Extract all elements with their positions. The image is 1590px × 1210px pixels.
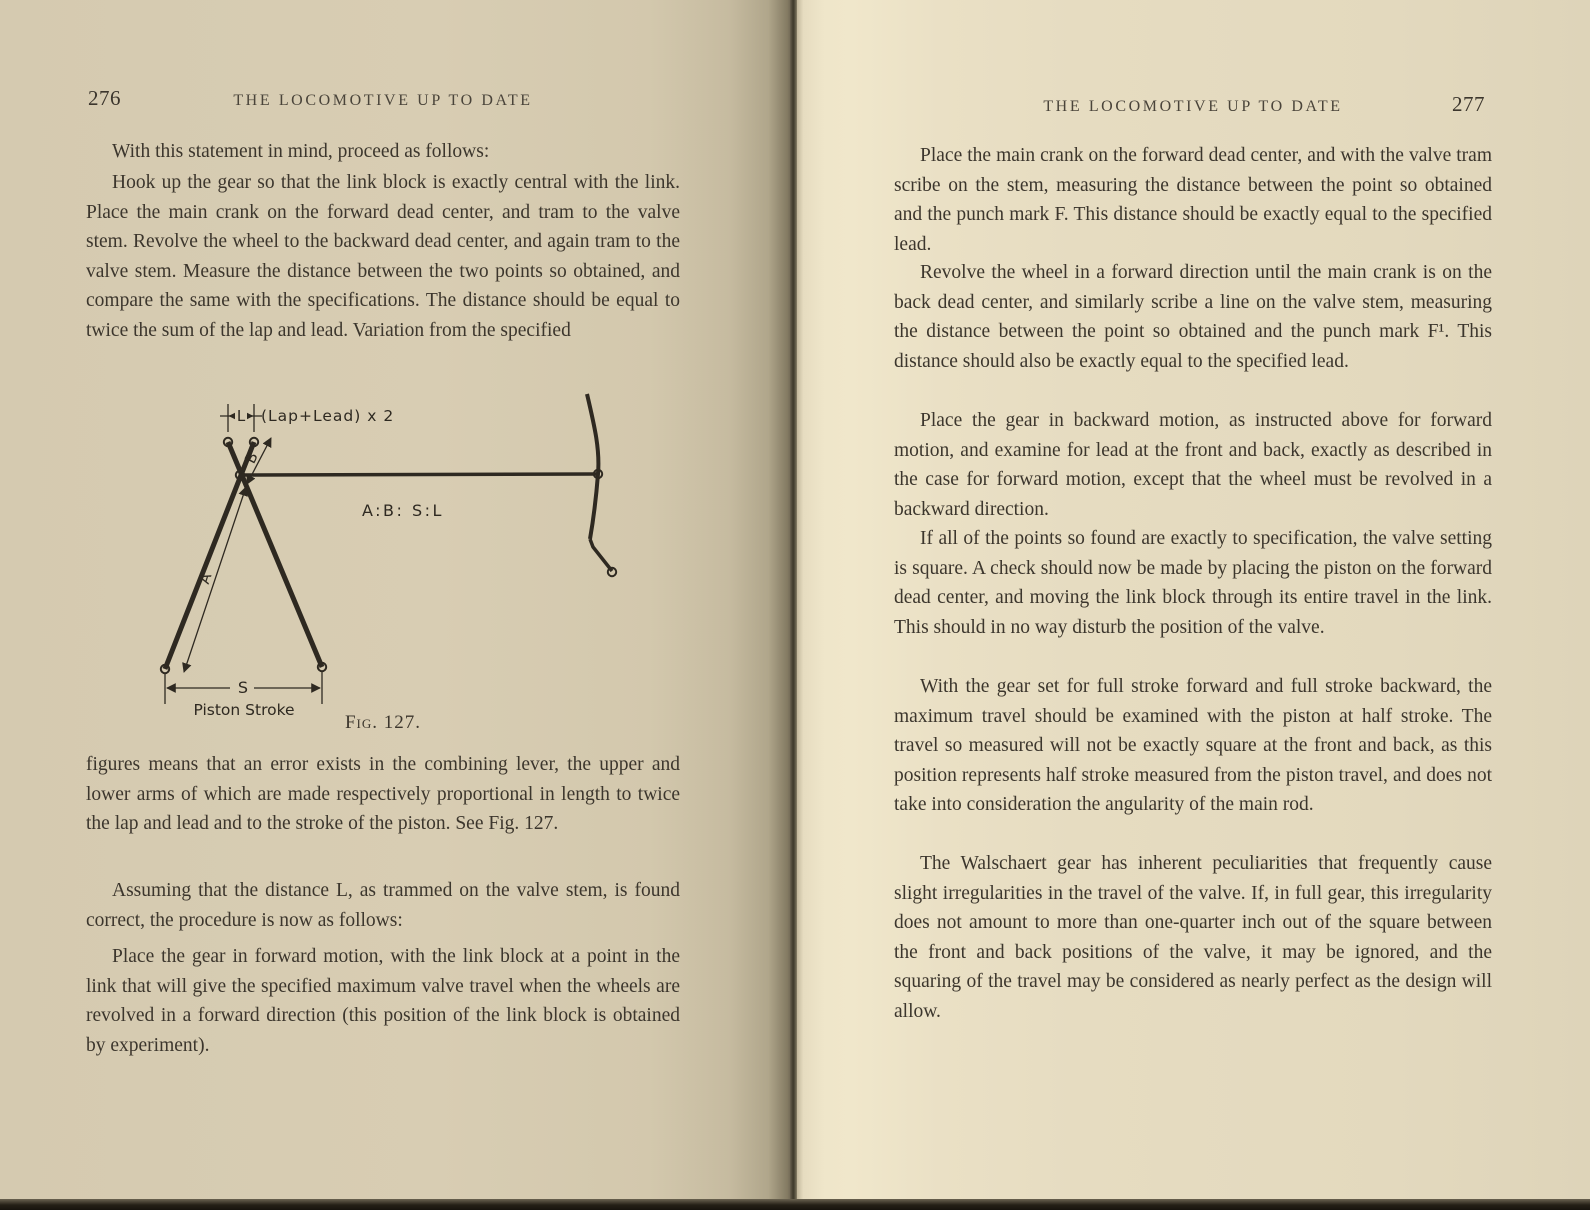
figure-label-b: B xyxy=(241,449,262,467)
paragraph: If all of the points so found are exactly to specification, the valve setting is square. A check should now be made by placing the piston on the forward dead center, and moving the link block through its entire travel in the link. This should in no way disturb the position of the valve. xyxy=(894,528,1492,638)
paragraph: Assuming that the distance L, as trammed on the valve stem, is found correct, the procedure is now as follows: xyxy=(86,880,680,931)
dimension-line-a xyxy=(184,487,246,672)
running-title-left: THE LOCOMOTIVE UP TO DATE xyxy=(233,92,533,109)
paragraph: Place the gear in forward motion, with the link block at a point in the link that will give the specified maximum valve travel when the wheels are revolved in a forward direction (this position of the link block is obtained by experiment). xyxy=(86,946,680,1056)
figure-label-s: S xyxy=(237,678,249,697)
page-number-right: 277 xyxy=(1452,92,1485,116)
figure-caption: Fig. 127. xyxy=(344,712,422,733)
running-title-right: THE LOCOMOTIVE UP TO DATE xyxy=(1043,98,1343,115)
paragraph: The Walschaert gear has inherent peculiarities that frequently cause slight irregularities in the travel of the valve. If, in full gear, this irregularity does not amount to more than one-quarter inch out of the square between the front and back positions of the valve, it may be ignored, and the squaring of the travel may be considered as nearly perfect as the design will allow. xyxy=(894,853,1492,1022)
paragraph: With this statement in mind, proceed as follows: xyxy=(112,141,490,162)
figure-127-diagram xyxy=(140,388,640,720)
page-bottom-edge xyxy=(0,1199,1590,1210)
book-gutter xyxy=(790,0,797,1210)
paragraph: figures means that an error exists in the combining lever, the upper and lower arms of which are made respectively proportional in length to twice the lap and lead and to the stroke of the piston. See Fig. 127. xyxy=(86,754,680,835)
paragraph: Revolve the wheel in a forward direction until the main crank is on the back dead center, and similarly scribe a line on the valve stem, measuring the distance between the point so obtained and the punch mark F¹. This distance should also be exactly equal to the specified lead. xyxy=(894,262,1492,372)
paragraph: Place the main crank on the forward dead center, and with the valve tram scribe on the stem, measuring the distance between the point so obtained and the punch mark F. This distance should be exactly equal to the specified lead. xyxy=(894,145,1492,255)
link-hanger-line xyxy=(590,539,612,571)
expansion-link-arc xyxy=(587,394,598,539)
figure-label-a: A xyxy=(195,570,216,587)
paragraph: With the gear set for full stroke forward and full stroke backward, the maximum travel should be examined with the piston at half stroke. The travel so measured will not be exactly square at the front and back, as this position represents half stroke measured from the piston travel, and does not take into consideration the angularity of the main rod. xyxy=(894,676,1492,816)
figure-label-lap-lead: (Lap+Lead) x 2 xyxy=(261,407,395,425)
radius-rod-line xyxy=(240,474,597,475)
page-right xyxy=(797,0,1590,1210)
paragraph: Place the gear in backward motion, as instructed above for forward motion, and examine for lead at the front and back, exactly as described in the case for forward motion, except that the wheel must be revolved in a backward direction. xyxy=(894,410,1492,520)
figure-label-piston-stroke: Piston Stroke xyxy=(193,701,295,719)
figure-label-proportion: A:B: S:L xyxy=(362,501,444,520)
figure-label-l: L xyxy=(236,407,246,425)
paragraph: Hook up the gear so that the link block is exactly central with the link. Place the main crank on the forward dead center, and tram to the valve stem. Revolve the wheel to the backward dead center, and again tram to the valve stem. Measure the distance between the two points so obtained, and compare the same with the specifications. The distance should be equal to twice the sum of the lap and lead. Variation from the specified xyxy=(86,172,680,341)
page-left xyxy=(0,0,792,1210)
page-number-left: 276 xyxy=(88,86,121,110)
